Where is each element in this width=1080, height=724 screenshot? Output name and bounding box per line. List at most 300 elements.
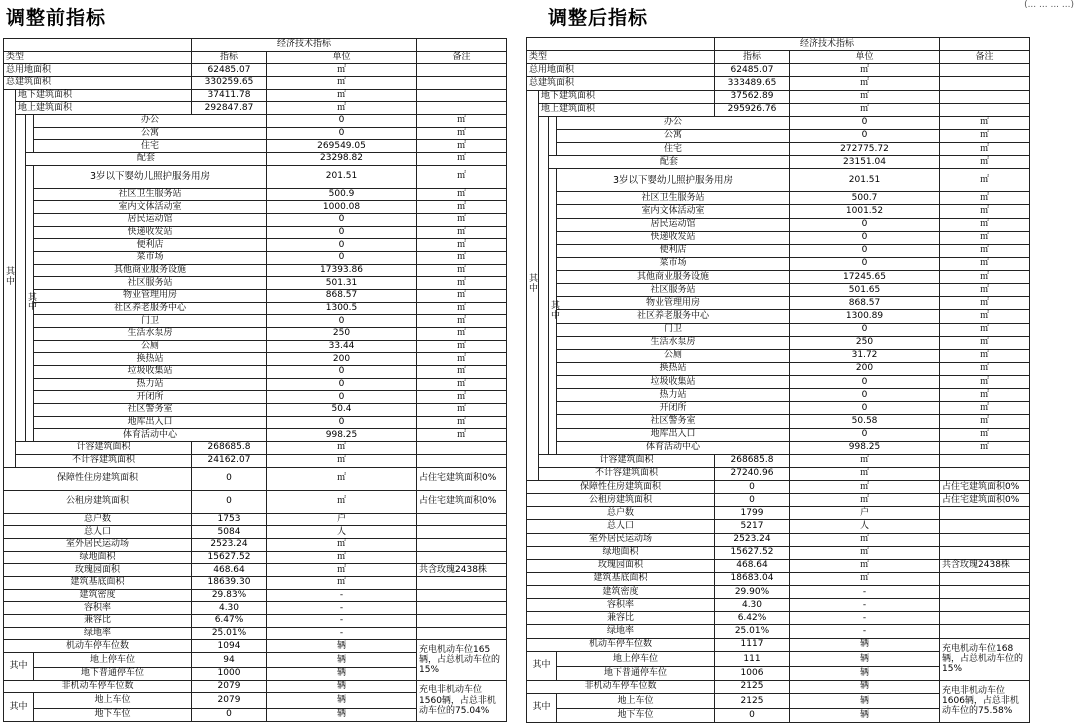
table-row: [527, 77, 1030, 90]
label-toilet: 公厕: [557, 349, 790, 362]
table-row: [527, 51, 1030, 64]
unit: ㎡: [417, 404, 507, 417]
blank: [940, 38, 1030, 51]
table-row: [4, 526, 507, 539]
table-row: [527, 481, 1030, 494]
table-row: [527, 38, 1030, 51]
unit: 辆: [790, 651, 940, 667]
value-heat: 200: [790, 362, 940, 375]
unit: ㎡: [417, 277, 507, 290]
table-row: [4, 302, 507, 315]
label-community_service: 社区服务站: [557, 284, 790, 297]
table-row: [4, 378, 507, 391]
value-green_area: 15627.52: [192, 551, 267, 564]
label-nursery: 3岁以下婴幼儿照护服务用房: [557, 169, 790, 192]
table-row: [4, 115, 507, 128]
unit: -: [267, 589, 417, 602]
value-population: 5084: [192, 526, 267, 539]
unit: ㎡: [790, 546, 940, 559]
label-guard: 门卫: [557, 323, 790, 336]
unit: ㎡: [940, 129, 1030, 142]
qizhong-bike: 其中: [527, 693, 557, 722]
label-footprint: 建筑基底面积: [527, 572, 715, 585]
value-gfa: 333489.65: [715, 77, 790, 90]
unit: ㎡: [790, 559, 940, 572]
unit: ㎡: [417, 378, 507, 391]
unit: ㎡: [267, 551, 417, 564]
table-row: [4, 564, 507, 577]
table-row: [527, 90, 1030, 103]
value-police: 50.4: [267, 404, 417, 417]
qizhong-car: 其中: [527, 651, 557, 680]
label-above: 地上建筑面积: [539, 103, 715, 116]
table-row: [4, 89, 507, 102]
label-community_service: 社区服务站: [34, 277, 267, 290]
note-affordable: 占住宅建筑面积0%: [417, 467, 507, 490]
indicator-table-after: [526, 37, 1030, 723]
value-rental: 0: [192, 490, 267, 513]
label-under: 地下建筑面积: [539, 90, 715, 103]
note: [417, 602, 507, 615]
label-elder: 社区养老服务中心: [557, 310, 790, 323]
unit: ㎡: [417, 328, 507, 341]
col-type-header: 类型: [527, 51, 715, 64]
table-row: [4, 576, 507, 589]
note: [417, 538, 507, 551]
value-car_above: 111: [715, 651, 790, 667]
value-car_below: 1006: [715, 667, 790, 680]
unit: 辆: [790, 693, 940, 709]
value-garage_exit: 0: [790, 428, 940, 441]
label-outdoor_sports: 室外居民运动场: [4, 538, 192, 551]
value-heat: 200: [267, 353, 417, 366]
label-police: 社区警务室: [34, 404, 267, 417]
table-row: [4, 328, 507, 341]
col-value-header: 指标: [192, 51, 267, 64]
label-land: 总用地面积: [4, 64, 192, 77]
value-car_total: 1094: [192, 640, 267, 653]
value-property: 868.57: [267, 290, 417, 303]
note-bike: 充电非机动车位1560辆，占总非机动车位的75.04%: [417, 680, 507, 721]
label-support: 配套: [26, 153, 267, 166]
unit: 辆: [267, 668, 417, 681]
label-indoor_sports: 室内文体活动室: [557, 205, 790, 218]
table-row: [4, 391, 507, 404]
unit: ㎡: [417, 416, 507, 429]
label-garage_exit: 地库出入口: [557, 428, 790, 441]
unit: ㎡: [417, 340, 507, 353]
note: [417, 627, 507, 640]
note: [940, 612, 1030, 625]
label-heat: 换热站: [557, 362, 790, 375]
unit: ㎡: [940, 143, 1030, 156]
table-row: [4, 442, 507, 455]
label-power: 热力站: [34, 378, 267, 391]
unit: ㎡: [790, 64, 940, 77]
unit: 辆: [790, 638, 940, 651]
table-row: [527, 129, 1030, 142]
table-row: [527, 169, 1030, 192]
unit: -: [790, 586, 940, 599]
unit: -: [790, 599, 940, 612]
sheet-after: [526, 37, 1026, 723]
qizhong-car: 其中: [4, 652, 34, 680]
note: [417, 551, 507, 564]
qizhong-outer: 其 中: [527, 90, 539, 481]
value-office: 0: [267, 115, 417, 128]
unit: ㎡: [417, 290, 507, 303]
table-row: [527, 297, 1030, 310]
value-switch: 0: [267, 391, 417, 404]
label-above: 地上建筑面积: [16, 102, 192, 115]
table-row: [527, 638, 1030, 651]
value-store: 0: [267, 239, 417, 252]
table-row: [527, 192, 1030, 205]
label-affordable: 保障性住房建筑面积: [527, 481, 715, 494]
unit: ㎡: [940, 169, 1030, 192]
label-density: 建筑密度: [527, 586, 715, 599]
note-rose: 共含玫瑰2438株: [417, 564, 507, 577]
unit: ㎡: [417, 302, 507, 315]
label-land: 总用地面积: [527, 64, 715, 77]
table-row: [4, 589, 507, 602]
unit: ㎡: [417, 153, 507, 166]
label-footprint: 建筑基底面积: [4, 576, 192, 589]
table-row: [4, 127, 507, 140]
value-bike_below: 0: [192, 708, 267, 721]
table-row: [527, 64, 1030, 77]
unit: ㎡: [267, 490, 417, 513]
label-sports_center: 体育活动中心: [557, 441, 790, 454]
table-row: [4, 429, 507, 442]
indent: [549, 116, 557, 155]
col-note-header: 备注: [940, 51, 1030, 64]
label-garbage: 垃圾收集站: [34, 366, 267, 379]
value-res_sports: 0: [267, 214, 417, 227]
table-row: [527, 103, 1030, 116]
note: [940, 507, 1030, 520]
col-value-header: 指标: [715, 51, 790, 64]
label-car_total: 机动车停车位数: [527, 638, 715, 651]
unit: ㎡: [940, 257, 1030, 270]
unit: ㎡: [940, 244, 1030, 257]
value-affordable: 0: [192, 467, 267, 490]
label-car_total: 机动车停车位数: [4, 640, 192, 653]
unit: 辆: [790, 667, 940, 680]
value-toilet: 31.72: [790, 349, 940, 362]
label-nursery: 3岁以下婴幼儿照护服务用房: [34, 165, 267, 188]
label-res_sports: 居民运动馆: [34, 214, 267, 227]
label-heat: 换热站: [34, 353, 267, 366]
note: [417, 64, 507, 77]
value-under: 37562.89: [715, 90, 790, 103]
table-row: [527, 349, 1030, 362]
table-row: [4, 214, 507, 227]
table-row: [527, 680, 1030, 693]
label-bike_below: 地下车位: [34, 708, 192, 721]
value-guard: 0: [267, 315, 417, 328]
label-green_area: 绿地面积: [4, 551, 192, 564]
table-row: [4, 64, 507, 77]
unit: ㎡: [417, 201, 507, 214]
value-gfa: 330259.65: [192, 77, 267, 90]
note: [940, 454, 1030, 467]
note: [417, 589, 507, 602]
indent: [539, 116, 549, 454]
unit: ㎡: [417, 127, 507, 140]
label-commerce: 其他商业服务设施: [557, 271, 790, 284]
unit: ㎡: [417, 239, 507, 252]
unit: ㎡: [417, 115, 507, 128]
note-car: 充电机动车位168辆，占总机动车位的15%: [940, 638, 1030, 680]
note: [940, 572, 1030, 585]
indent: [16, 115, 26, 442]
label-property: 物业管理用房: [557, 297, 790, 310]
unit: -: [790, 625, 940, 638]
value-property: 868.57: [790, 297, 940, 310]
caption-blank: [527, 38, 715, 51]
label-rental: 公租房建筑面积: [4, 490, 192, 513]
label-households: 总户数: [4, 513, 192, 526]
label-office: 办公: [557, 116, 790, 129]
value-apartment: 0: [267, 127, 417, 140]
table-row: [527, 520, 1030, 533]
note-rose: 共含玫瑰2438株: [940, 559, 1030, 572]
qizhong-bike: 其中: [4, 693, 34, 722]
note-rental: 占住宅建筑面积0%: [417, 490, 507, 513]
value-rental: 0: [715, 494, 790, 507]
label-far_area: 计容建筑面积: [16, 442, 192, 455]
label-population: 总人口: [527, 520, 715, 533]
value-community_service: 501.65: [790, 284, 940, 297]
value-density: 29.90%: [715, 586, 790, 599]
unit: ㎡: [790, 467, 940, 480]
value-commerce: 17393.86: [267, 264, 417, 277]
table-row: [4, 404, 507, 417]
value-power: 0: [790, 389, 940, 402]
unit: ㎡: [940, 271, 1030, 284]
label-pump: 生活水泵房: [34, 328, 267, 341]
table-row: [4, 77, 507, 90]
table-row: [4, 454, 507, 467]
table-row: [4, 538, 507, 551]
label-population: 总人口: [4, 526, 192, 539]
table-row: [4, 102, 507, 115]
label-toilet: 公厕: [34, 340, 267, 353]
label-gfa: 总建筑面积: [4, 77, 192, 90]
label-apartment: 公寓: [34, 127, 267, 140]
label-far: 容积率: [527, 599, 715, 612]
note: [940, 625, 1030, 638]
note: [940, 77, 1030, 90]
table-row: [527, 156, 1030, 169]
value-far: 4.30: [192, 602, 267, 615]
label-affordable: 保障性住房建筑面积: [4, 467, 192, 490]
label-market: 菜市场: [557, 257, 790, 270]
table-row: [527, 231, 1030, 244]
label-garbage: 垃圾收集站: [557, 376, 790, 389]
table-row: [4, 252, 507, 265]
value-nursery: 201.51: [267, 165, 417, 188]
value-land: 62485.07: [192, 64, 267, 77]
table-row: [527, 362, 1030, 375]
label-residential: 住宅: [557, 143, 790, 156]
note: [940, 533, 1030, 546]
value-bike_above: 2125: [715, 693, 790, 709]
unit: -: [267, 627, 417, 640]
unit: ㎡: [940, 156, 1030, 169]
value-land: 62485.07: [715, 64, 790, 77]
value-toilet: 33.44: [267, 340, 417, 353]
value-rose_area: 468.64: [192, 564, 267, 577]
value-far_area: 268685.8: [192, 442, 267, 455]
value-compat: 6.42%: [715, 612, 790, 625]
table-row: [4, 490, 507, 513]
table-row: [527, 402, 1030, 415]
table-row: [4, 467, 507, 490]
table-row: [4, 602, 507, 615]
value-green_rate: 25.01%: [715, 625, 790, 638]
value-garage_exit: 0: [267, 416, 417, 429]
qizhong-inner: 其 中: [26, 165, 34, 441]
unit: ㎡: [790, 90, 940, 103]
value-green_area: 15627.52: [715, 546, 790, 559]
title-after: 调整后指标: [548, 7, 649, 29]
unit: ㎡: [267, 576, 417, 589]
value-density: 29.83%: [192, 589, 267, 602]
note: [940, 546, 1030, 559]
note-bike: 充电非机动车位1606辆，占总非机动车位的75.58%: [940, 680, 1030, 722]
label-bike_above: 地上车位: [557, 693, 715, 709]
label-nonfar_area: 不计容建筑面积: [539, 467, 715, 480]
value-commerce: 17245.65: [790, 271, 940, 284]
value-sports_center: 998.25: [790, 441, 940, 454]
label-guard: 门卫: [34, 315, 267, 328]
value-car_above: 94: [192, 652, 267, 667]
unit: ㎡: [940, 205, 1030, 218]
note: [940, 103, 1030, 116]
unit: ㎡: [417, 353, 507, 366]
value-elder: 1300.5: [267, 302, 417, 315]
qizhong-outer: 其 中: [4, 89, 16, 467]
table-row: [527, 143, 1030, 156]
value-power: 0: [267, 378, 417, 391]
note: [940, 467, 1030, 480]
label-express: 快递收发站: [557, 231, 790, 244]
table-row: [527, 271, 1030, 284]
qizhong-inner: 其 中: [549, 169, 557, 455]
note: [940, 64, 1030, 77]
label-apartment: 公寓: [557, 129, 790, 142]
label-property: 物业管理用房: [34, 290, 267, 303]
label-office: 办公: [34, 115, 267, 128]
table-caption: 经济技术指标: [715, 38, 940, 51]
value-car_total: 1117: [715, 638, 790, 651]
table-row: [4, 366, 507, 379]
value-express: 0: [790, 231, 940, 244]
label-sports_center: 体育活动中心: [34, 429, 267, 442]
value-switch: 0: [790, 402, 940, 415]
table-row: [4, 290, 507, 303]
value-market: 0: [267, 252, 417, 265]
label-garage_exit: 地库出入口: [34, 416, 267, 429]
label-far: 容积率: [4, 602, 192, 615]
table-row: [527, 284, 1030, 297]
table-row: [527, 494, 1030, 507]
unit: ㎡: [417, 315, 507, 328]
value-population: 5217: [715, 520, 790, 533]
value-express: 0: [267, 226, 417, 239]
label-green_rate: 绿地率: [527, 625, 715, 638]
unit: 人: [790, 520, 940, 533]
table-row: [4, 315, 507, 328]
table-row: [4, 551, 507, 564]
label-bike_below: 地下车位: [557, 709, 715, 723]
note: [417, 89, 507, 102]
label-outdoor_sports: 室外居民运动场: [527, 533, 715, 546]
table-row: [527, 467, 1030, 480]
unit: ㎡: [790, 481, 940, 494]
table-row: [527, 116, 1030, 129]
table-row: [527, 572, 1030, 585]
table-row: [527, 454, 1030, 467]
note: [940, 90, 1030, 103]
unit: ㎡: [790, 103, 940, 116]
value-nursery: 201.51: [790, 169, 940, 192]
unit: 辆: [790, 709, 940, 723]
unit: ㎡: [417, 214, 507, 227]
note: [417, 454, 507, 467]
unit: ㎡: [940, 376, 1030, 389]
value-households: 1753: [192, 513, 267, 526]
value-residential: 272775.72: [790, 143, 940, 156]
table-row: [527, 218, 1030, 231]
unit: ㎡: [267, 442, 417, 455]
table-row: [527, 507, 1030, 520]
label-compat: 兼容比: [4, 614, 192, 627]
table-row: [527, 376, 1030, 389]
unit: 辆: [267, 680, 417, 693]
table-row: [527, 336, 1030, 349]
value-market: 0: [790, 257, 940, 270]
value-households: 1799: [715, 507, 790, 520]
value-garbage: 0: [790, 376, 940, 389]
label-clinic: 社区卫生服务站: [34, 188, 267, 201]
note-car: 充电机动车位165辆，占总机动车位的15%: [417, 640, 507, 681]
label-compat: 兼容比: [527, 612, 715, 625]
table-row: [527, 559, 1030, 572]
unit: -: [790, 612, 940, 625]
note-affordable: 占住宅建筑面积0%: [940, 481, 1030, 494]
unit: ㎡: [417, 429, 507, 442]
label-indoor_sports: 室内文体活动室: [34, 201, 267, 214]
table-row: [527, 625, 1030, 638]
note: [417, 513, 507, 526]
unit: ㎡: [940, 231, 1030, 244]
table-row: [4, 264, 507, 277]
note: [417, 614, 507, 627]
unit: ㎡: [940, 428, 1030, 441]
unit: ㎡: [417, 140, 507, 153]
value-outdoor_sports: 2523.24: [715, 533, 790, 546]
sheet-before: [3, 38, 503, 722]
table-row: [527, 428, 1030, 441]
unit: -: [267, 602, 417, 615]
unit: ㎡: [940, 192, 1030, 205]
label-support: 配套: [549, 156, 790, 169]
value-indoor_sports: 1001.52: [790, 205, 940, 218]
unit: ㎡: [267, 564, 417, 577]
